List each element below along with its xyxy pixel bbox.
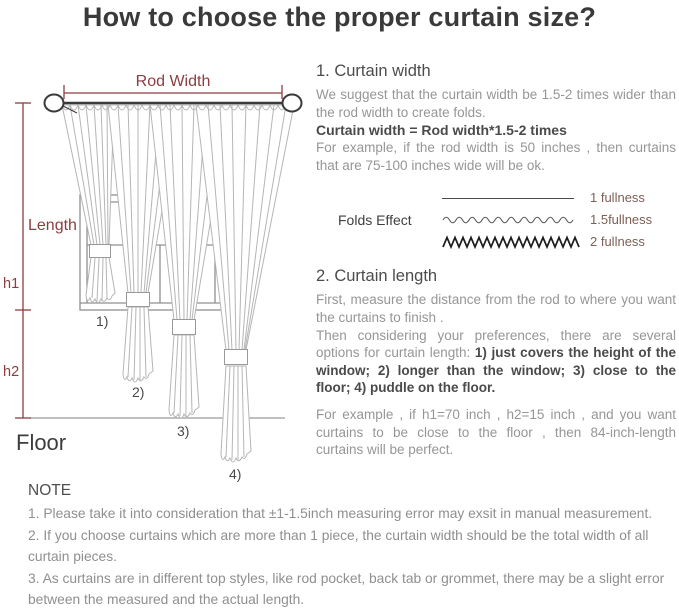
- section2-paragraph-3: For example , if h1=70 inch , h2=15 inch , and you want curtains to be close to the floor , then 84-inch-length curtains will be perfect.: [316, 406, 676, 458]
- curtain-panel-4: [196, 105, 294, 462]
- fullness-2-line: [442, 231, 590, 253]
- page-title: How to choose the proper curtain size?: [82, 2, 597, 32]
- tieback-band-2: [127, 293, 150, 307]
- folds-effect-label: Folds Effect: [338, 212, 412, 229]
- fullness-2-label: 2 fullness: [590, 234, 645, 250]
- tieback-band-1: [90, 245, 111, 258]
- note-heading: NOTE: [28, 482, 72, 499]
- curtain-option-1-label: 1): [96, 313, 109, 329]
- curtain-option-3-label: 3): [177, 423, 190, 439]
- curtain-diagram: [0, 56, 320, 496]
- fullness-1-line: [442, 187, 590, 209]
- section2-paragraph-2-bold: 1) just covers the height of the window; 2) longer than the window; 3) close to the floor; 4) puddle on the floor.: [316, 345, 677, 396]
- zigzag-line-icon: [442, 235, 582, 249]
- tieback-band-3: [173, 320, 196, 335]
- curtain-option-2-label: 2): [132, 384, 145, 400]
- fullness-1-5-line: [442, 209, 590, 231]
- note-item-1: 1. Please take it into consideration that ±1-1.5inch measuring error may exsit in manual measurement.: [28, 506, 653, 521]
- h1-label: h1: [3, 276, 20, 292]
- rod-finial-right-icon: [283, 95, 302, 112]
- note-item-3: 3. As curtains are in different top styles, like rod pocket, back tab or grommet, there may be a slight error between the measured and the actual length.: [28, 570, 665, 607]
- curtain-width-formula: Curtain width = Rod width*1.5-2 times: [316, 122, 567, 139]
- section2-paragraph-1: First, measure the distance from the rod to where you want the curtains to finish .: [316, 292, 676, 325]
- fullness-1-label: 1 fullness: [590, 190, 645, 206]
- section1-paragraph-1: We suggest that the curtain width be 1.5-2 times wider than the rod width to create folds.: [316, 87, 676, 120]
- folds-effect-legend: [338, 187, 676, 253]
- h2-label: h2: [3, 364, 20, 380]
- curtain-option-4-label: 4): [229, 466, 242, 482]
- note-item-2: 2. If you choose curtains which are more than 1 piece, the curtain width should be the total width of all curtain pieces.: [28, 527, 649, 564]
- note-section: [28, 482, 678, 611]
- rod-width-label: Rod Width: [135, 73, 211, 90]
- section1-paragraph-2: For example, if the rod width is 50 inches , then curtains that are 75-100 inches wide will be ok.: [316, 140, 676, 173]
- section1-heading: 1. Curtain width: [316, 62, 431, 80]
- wave-line-icon: [442, 214, 574, 226]
- curtain-panel-1: [62, 105, 115, 303]
- section2-paragraph-2-normal: Then considering your preferences, there are several options for curtain length:: [316, 327, 676, 361]
- fullness-1-5-label: 1.5fullness: [590, 212, 653, 228]
- right-column: [316, 62, 676, 459]
- length-label: Length: [28, 217, 77, 234]
- section2-paragraph-2: [316, 327, 676, 397]
- tieback-band-4: [225, 350, 248, 365]
- rod-finial-left-icon: [45, 95, 64, 112]
- section2-heading: 2. Curtain length: [316, 267, 438, 286]
- floor-label: Floor: [16, 430, 67, 455]
